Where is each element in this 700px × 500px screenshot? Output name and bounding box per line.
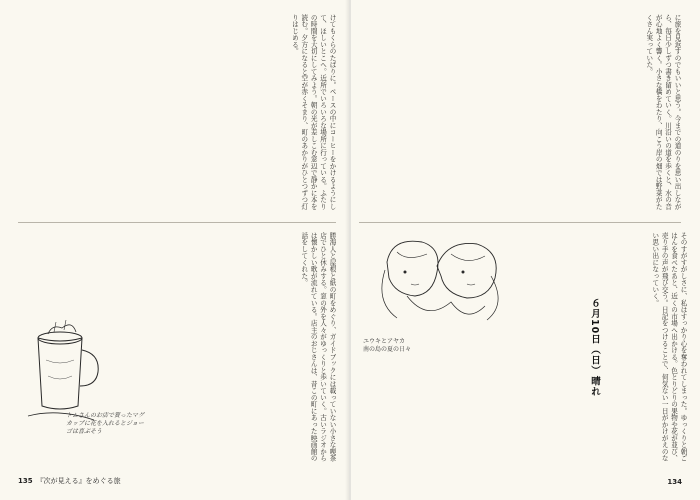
right-bottom-text: そのすがすがしさに、私はすっかり心を奪われてしまった。ゆっくりと朝ごはんを食べたあと、近くの市場へ出かける。色とりどりの果物や花が並び、売り手の声が飛び交う。日記をつけることで、何気ない一日がかけがえのない思い出になっていく。 (650, 232, 687, 462)
page-number-134: 134 (667, 478, 682, 486)
left-bottom-text: 勝海人と屋根と紙の町をめぐり、ガイドブックには載っていない小さな喫茶店でひと休みする。窓の外を人々がゆっくりと歩いていく。古いラジオからは懐かしい歌が流れている。店主のおじさんは、昔この町にあった映画館の話をしてくれた。 (299, 232, 336, 462)
right-divider (359, 222, 681, 223)
right-page (351, 0, 700, 500)
right-page-number (667, 478, 686, 486)
left-page (0, 0, 349, 500)
right-bottom-text-lower (511, 340, 581, 460)
right-top-text: に旅を見返すのでもいいと思う。今までの道のりを思い出しながら、毎日少しずつ書き留めていく。川沿いの道を歩くと、水の音が心地よく響く。小さな橋をわたり、向こう岸の畑では野菜がたくさん実っていた。 (644, 14, 681, 210)
two-girls-illustration (367, 232, 527, 332)
caption-line-1: ユウキとアヤカ (363, 338, 406, 345)
left-top-text: けてもくらのたばりに。ペースの中にコーヒーをかけるようにして、ほしいとこへ。近所でいろいろな場所に行っている。ふたりの時間を大切にしてみよう。朝の光が差しこむ窓辺で静かに本を読む。夕方になると空が赤くそまり、町のあかりがひとつずつ灯りはじめる。 (290, 14, 336, 210)
date-heading: ６月10日（日）晴れ (589, 298, 600, 398)
page-number-135: 135 (18, 477, 33, 485)
mug-caption: トムさんのお店で買ったマグカップに花を入れるとジョーゴは喜ぶそう (66, 412, 145, 435)
left-page-number (18, 476, 121, 486)
left-divider (18, 222, 336, 223)
illustration-caption (363, 338, 473, 354)
running-title: 『次が見える』をめぐる旅 (36, 477, 121, 485)
caption-line-2: 南の島の夏の日々 (363, 346, 412, 353)
